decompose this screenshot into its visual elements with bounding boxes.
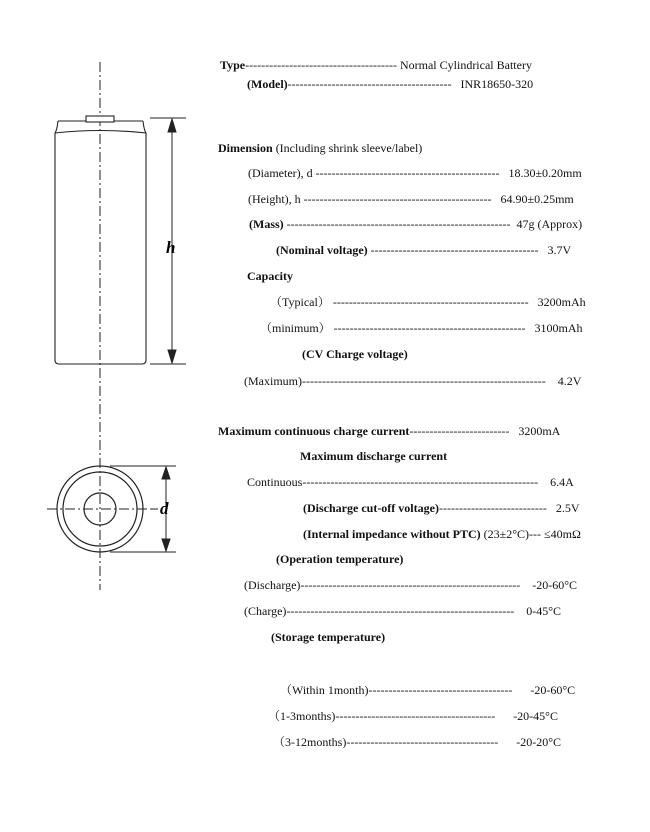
diameter-label: (Diameter), d [248,166,313,180]
charge-temp-row [244,604,561,618]
diameter-symbol: d [160,499,169,518]
storage-temperature-heading: (Storage temperature) [271,630,386,644]
height-row [248,192,574,206]
model-leader: ----------------------------------------- [287,77,452,91]
continuous-discharge-row [247,475,574,489]
nominal-voltage-label: (Nominal voltage) [276,243,368,257]
battery-drawing [0,0,215,832]
storage-1-3months-row [268,709,558,723]
cutoff-voltage-row [303,501,580,515]
cv-charge-voltage-heading: (CV Charge voltage) [302,347,408,361]
mass-leader: -------------------------------------------------------- [286,217,511,231]
type-label: Type [220,58,246,72]
model-value: INR18650-320 [460,77,534,91]
max-continuous-charge-leader: ------------------------- [409,424,510,438]
discharge-temp-leader: ------------------------------------------------------- [300,578,521,592]
operation-temperature-heading: (Operation temperature) [276,552,404,566]
minimum-capacity-leader: ------------------------------------------------ [333,321,526,335]
type-row [220,58,532,72]
continuous-discharge-label: Continuous [247,475,303,489]
diameter-leader: ---------------------------------------------- [315,166,500,180]
max-continuous-charge-row [218,424,560,438]
storage-1-3months-leader: ---------------------------------------- [335,709,496,723]
discharge-temp-value: -20-60°C [532,578,578,592]
model-label: (Model) [247,77,288,91]
storage-1-3months-value: -20-45°C [513,709,558,723]
typical-capacity-value: 3200mAh [537,295,586,309]
dimension-heading [218,141,422,155]
nominal-voltage-leader: ------------------------------------------ [370,243,539,257]
charge-temp-value: 0-45°C [526,604,562,618]
max-charge-voltage-value: 4.2V [557,374,582,388]
model-row [247,77,533,91]
max-discharge-heading: Maximum discharge current [300,449,448,463]
max-charge-voltage-row [244,374,581,388]
capacity-heading: Capacity [247,269,293,283]
storage-3-12months-label: （3-12months) [273,735,347,749]
storage-1month-value: -20-60°C [530,683,576,697]
minimum-capacity-row [260,321,582,335]
storage-3-12months-row [273,735,561,749]
charge-temp-leader: --------------------------------------------------------- [286,604,515,618]
charge-temp-label: (Charge) [244,604,287,618]
storage-1month-leader: ------------------------------------ [368,683,513,697]
max-charge-voltage-leader: ------------------------------------------------------------- [302,374,546,388]
discharge-temp-row [244,578,577,592]
minimum-capacity-value: 3100mAh [534,321,583,335]
max-continuous-charge-label: Maximum continuous charge current [218,424,410,438]
mass-row [249,217,582,231]
height-symbol: h [166,238,176,257]
storage-3-12months-value: -20-20°C [516,735,561,749]
max-charge-voltage-label: (Maximum) [244,374,302,388]
impedance-value: ≤40mΩ [544,527,581,541]
cutoff-voltage-value: 2.5V [555,501,580,515]
storage-1month-label: （Within 1month) [280,683,369,697]
storage-3-12months-leader: -------------------------------------- [346,735,499,749]
discharge-temp-label: (Discharge) [244,578,301,592]
impedance-label: (Internal impedance without PTC) [303,527,481,541]
height-label: (Height), h [248,192,301,206]
diameter-row [248,166,582,180]
height-leader: ----------------------------------------------- [303,192,492,206]
mass-value: 47g (Approx) [516,217,583,231]
typical-capacity-label: （Typical） [270,295,330,309]
type-leader: -------------------------------------- [245,58,397,72]
nominal-voltage-value: 3.7V [547,243,572,257]
dimension-label: Dimension [218,141,273,155]
impedance-row [303,527,581,541]
cutoff-voltage-leader: --------------------------- [438,501,547,515]
continuous-discharge-value: 6.4A [550,475,574,489]
nominal-voltage-row [276,243,571,257]
storage-1-3months-label: （1-3months) [268,709,336,723]
typical-capacity-row [270,295,586,309]
typical-capacity-leader: ------------------------------------------------- [332,295,529,309]
max-continuous-charge-value: 3200mA [518,424,561,438]
storage-1month-row [280,683,575,697]
dimension-note: (Including shrink sleeve/label) [275,141,423,155]
diameter-value: 18.30±0.20mm [508,166,582,180]
impedance-condition: (23±2°C)--- [483,527,542,541]
continuous-discharge-leader: ----------------------------------------------------------- [302,475,539,489]
mass-label: (Mass) [249,217,284,231]
cutoff-voltage-label: (Discharge cut-off voltage) [303,501,439,515]
minimum-capacity-label: （minimum） [260,321,331,335]
height-value: 64.90±0.25mm [500,192,574,206]
type-value: Normal Cylindrical Battery [399,58,532,72]
